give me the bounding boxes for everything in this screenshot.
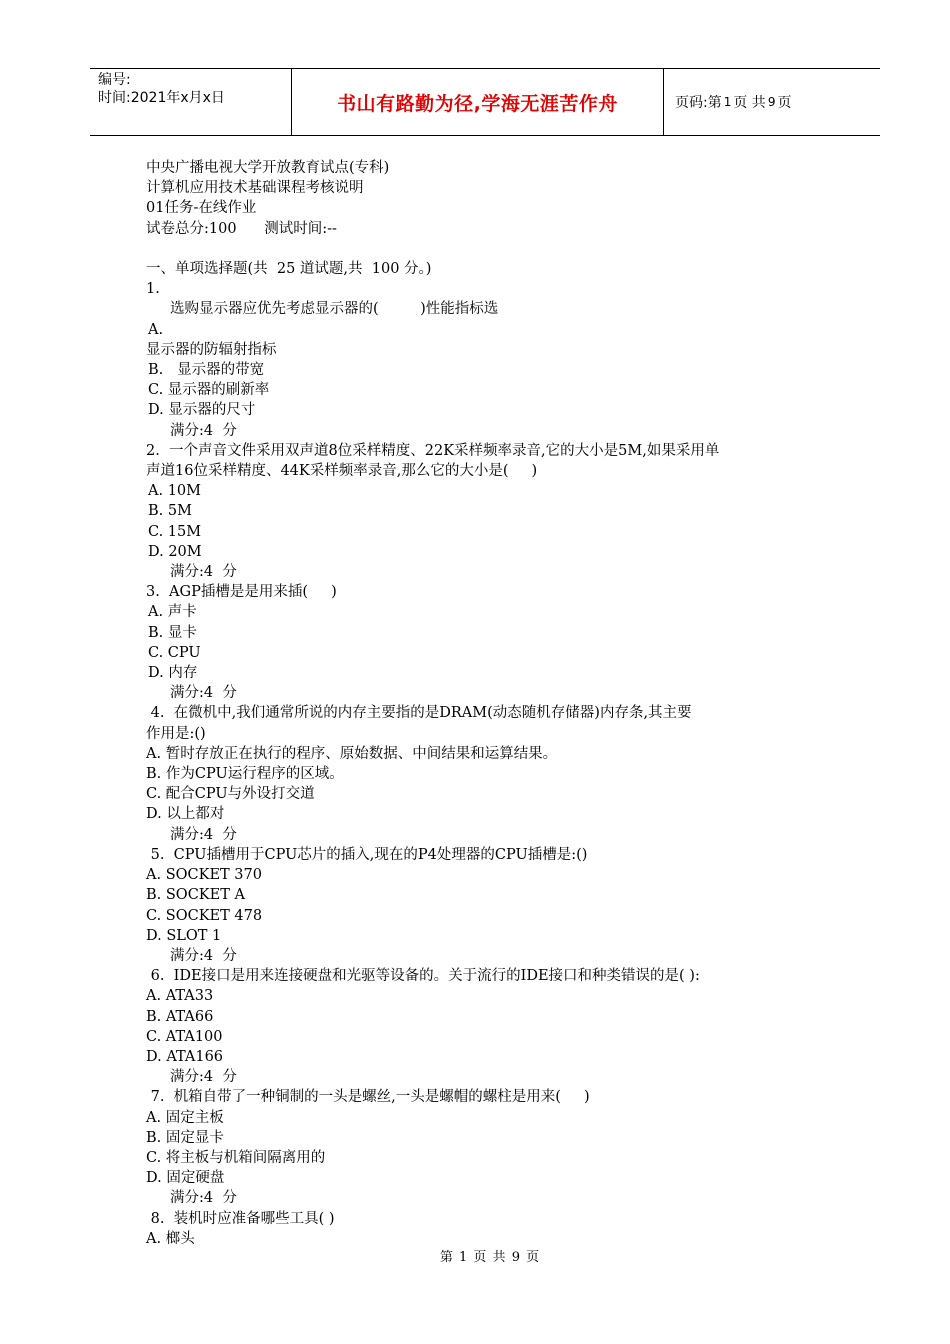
option: C. SOCKET 478 (146, 907, 263, 924)
option: D. ATA166 (146, 1048, 224, 1065)
option: B. ATA66 (146, 1008, 214, 1025)
question-text: 6. IDE接口是用来连接硬盘和光驱等设备的。关于流行的IDE接口和种类错误的是( ): (146, 968, 700, 985)
option: D. 显示器的尺寸 (148, 402, 256, 419)
option: B. 5M (148, 503, 192, 520)
score: 满分:4 分 (170, 564, 237, 581)
option: C. 15M (148, 523, 202, 540)
score: 满分:4 分 (170, 947, 237, 964)
question-text: 选购显示器应优先考虑显示器的( )性能指标选 (170, 301, 499, 318)
intro-line: 01任务-在线作业 (146, 200, 257, 217)
option: A. SOCKET 370 (146, 867, 262, 884)
document-body (146, 158, 846, 1249)
option-text: 显示器的防辐射指标 (146, 341, 277, 358)
option: C. 将主板与机箱间隔离用的 (146, 1149, 326, 1166)
option: C. 显示器的刷新率 (148, 382, 270, 399)
question-text: 8. 装机时应准备哪些工具( ) (146, 1210, 335, 1227)
option: A. 10M (148, 483, 201, 500)
option: A. 固定主板 (146, 1109, 224, 1126)
motto: 书山有路勤为径,学海无涯苦作舟 (337, 92, 618, 115)
header-divider (663, 69, 664, 135)
score: 满分:4 分 (170, 1190, 237, 1207)
score: 满分:4 分 (170, 685, 237, 702)
option: A. 榔头 (146, 1230, 195, 1247)
question-text: 作用是:() (146, 725, 206, 742)
time-label: 时间:2021年x月x日 (98, 90, 225, 106)
number-label: 编号: (98, 72, 131, 88)
question-text: 2. 一个声音文件采用双声道8位采样精度、22K采样频率录音,它的大小是5M,如果采用单 (146, 442, 720, 459)
option: C. 配合CPU与外设打交道 (146, 786, 315, 803)
option: B. 固定显卡 (146, 1129, 224, 1146)
question-text: 4. 在微机中,我们通常所说的内存主要指的是DRAM(动态随机存储器)内存条,其主要 (146, 705, 692, 722)
section-title: 一、单项选择题(共 25 道试题,共 100 分。) (146, 261, 432, 277)
option: B. SOCKET A (146, 887, 245, 904)
page-mid-label: 页 共 (733, 95, 766, 111)
intro-line: 计算机应用技术基础课程考核说明 (146, 180, 364, 197)
option: D. 固定硬盘 (146, 1170, 225, 1187)
option: B. 显示器的带宽 (148, 362, 265, 379)
option: A. (148, 321, 164, 338)
intro-line: 中央广播电视大学开放教育试点(专科) (146, 160, 390, 176)
page-total: 9 (767, 95, 776, 109)
question-text: 声道16位采样精度、44K采样频率录音,那么它的大小是( ) (146, 463, 538, 480)
option: C. CPU (148, 644, 201, 661)
score: 满分:4 分 (170, 826, 237, 843)
page-header (90, 68, 880, 136)
option: B. 作为CPU运行程序的区域。 (146, 766, 344, 783)
question-number: 1. (146, 281, 160, 298)
option: C. ATA100 (146, 1028, 223, 1045)
page-footer: 第 1 页 共 9 页 (439, 1250, 541, 1265)
question-text: 3. AGP插槽是是用来插( ) (146, 584, 337, 601)
question-text: 5. CPU插槽用于CPU芯片的插入,现在的P4处理器的CPU插槽是:() (146, 846, 588, 863)
option: D. 内存 (148, 665, 198, 682)
header-meta (98, 71, 225, 107)
intro-line: 试卷总分:100 测试时间:-- (146, 220, 337, 237)
option: D. 以上都对 (146, 806, 225, 823)
option: A. 暂时存放正在执行的程序、原始数据、中间结果和运算结果。 (146, 745, 558, 762)
page-end-label: 页 (777, 95, 792, 111)
option: D. SLOT 1 (146, 927, 222, 944)
question-text: 7. 机箱自带了一种铜制的一头是螺丝,一头是螺帽的螺柱是用来( ) (146, 1089, 590, 1106)
option: A. 声卡 (148, 604, 197, 621)
page-label: 页码:第 (675, 95, 722, 111)
option: A. ATA33 (146, 988, 214, 1005)
option: D. 20M (148, 543, 202, 560)
score: 满分:4 分 (170, 422, 237, 439)
option: B. 显卡 (148, 624, 197, 641)
score: 满分:4 分 (170, 1069, 237, 1086)
page-indicator (675, 69, 791, 135)
page-number: 1 (723, 95, 732, 109)
